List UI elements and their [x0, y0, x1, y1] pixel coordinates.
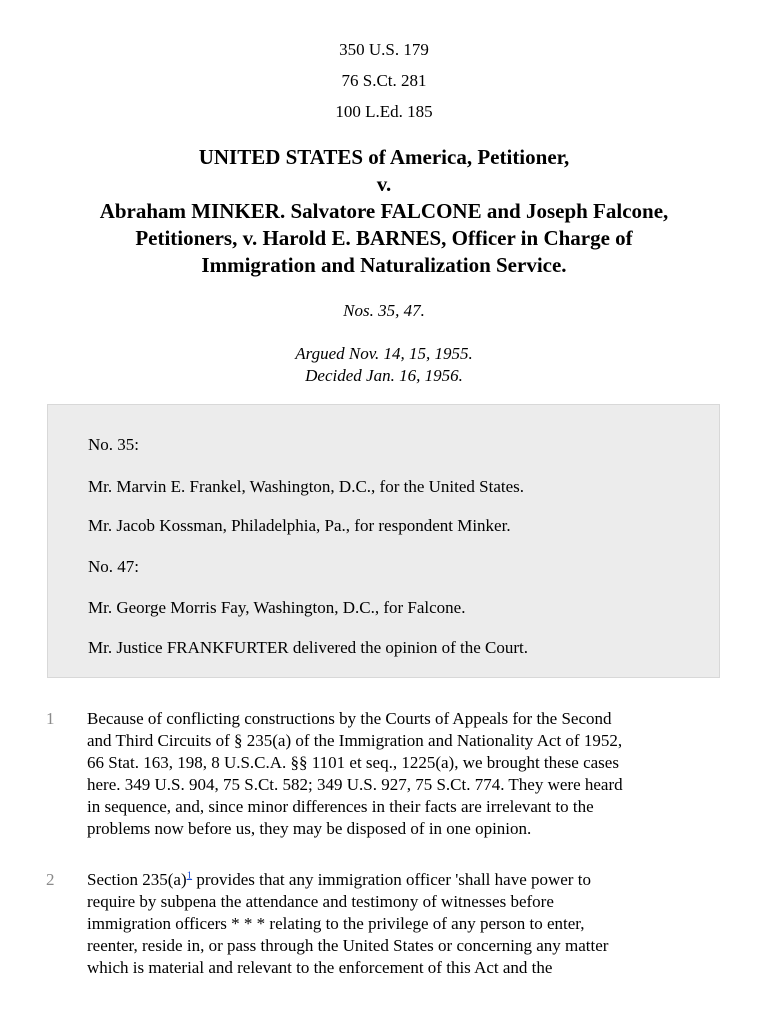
counsel-entry: Mr. George Morris Fay, Washington, D.C., for Falcone. — [88, 598, 466, 617]
paragraph-number: 2 — [46, 870, 55, 889]
paragraph-line: require by subpena the attendance and testimony of witnesses before — [87, 892, 554, 911]
paragraph-line: in sequence, and, since minor differences in their facts are irrelevant to the — [87, 797, 594, 816]
argued-date: Argued Nov. 14, 15, 1955. — [295, 344, 473, 363]
paragraph-text — [87, 869, 727, 979]
paragraph-line: which is material and relevant to the enforcement of this Act and the — [87, 958, 553, 977]
paragraph-line: Because of conflicting constructions by the Courts of Appeals for the Second — [87, 709, 612, 728]
docket-numbers: Nos. 35, 47. — [343, 301, 425, 320]
counsel-box — [47, 404, 720, 678]
decided-date: Decided Jan. 16, 1956. — [305, 366, 463, 385]
counsel-docket-heading: No. 47: — [88, 557, 139, 576]
case-title-line: Immigration and Naturalization Service. — [201, 253, 567, 277]
paragraph-line: reenter, reside in, or pass through the United States or concerning any matter — [87, 936, 609, 955]
paragraph-line-end: provides that any immigration officer 'shall have power to — [192, 870, 591, 889]
paragraph-line: problems now before us, they may be disposed of in one opinion. — [87, 819, 532, 838]
footnote-link[interactable]: 1 — [186, 869, 193, 882]
paragraph-number: 1 — [46, 709, 55, 728]
case-title-line: Abraham MINKER. Salvatore FALCONE and Joseph Falcone, — [99, 199, 669, 223]
citation-supreme-court-reporter: 76 S.Ct. 281 — [341, 71, 427, 90]
paragraph-line: here. 349 U.S. 904, 75 S.Ct. 582; 349 U.S. 927, 75 S.Ct. 774. They were heard — [87, 775, 623, 794]
case-title — [20, 144, 748, 279]
case-title-line: v. — [376, 172, 392, 196]
case-dates — [0, 343, 768, 387]
counsel-entry: Mr. Marvin E. Frankel, Washington, D.C., for the United States. — [88, 477, 525, 496]
paragraph-line: 66 Stat. 163, 198, 8 U.S.C.A. §§ 1101 et seq., 1225(a), we brought these cases — [87, 753, 619, 772]
counsel-docket-heading: No. 35: — [88, 435, 139, 454]
case-title-line: UNITED STATES of America, Petitioner, — [198, 145, 570, 169]
citations — [0, 34, 768, 127]
paragraph-line: and Third Circuits of § 235(a) of the Immigration and Nationality Act of 1952, — [87, 731, 623, 750]
citation-lawyers-edition: 100 L.Ed. 185 — [335, 102, 433, 121]
counsel-entry: Mr. Jacob Kossman, Philadelphia, Pa., for respondent Minker. — [88, 516, 511, 535]
paragraph-line — [87, 869, 727, 891]
case-title-line: Petitioners, v. Harold E. BARNES, Officer in Charge of — [135, 226, 633, 250]
paragraph-line: immigration officers * * * relating to the privilege of any person to enter, — [87, 914, 585, 933]
opinion-author-line: Mr. Justice FRANKFURTER delivered the opinion of the Court. — [88, 638, 528, 657]
paragraph-line-start: Section 235(a) — [87, 870, 187, 889]
citation-us-reports: 350 U.S. 179 — [339, 40, 429, 59]
paragraph-text — [87, 708, 727, 840]
